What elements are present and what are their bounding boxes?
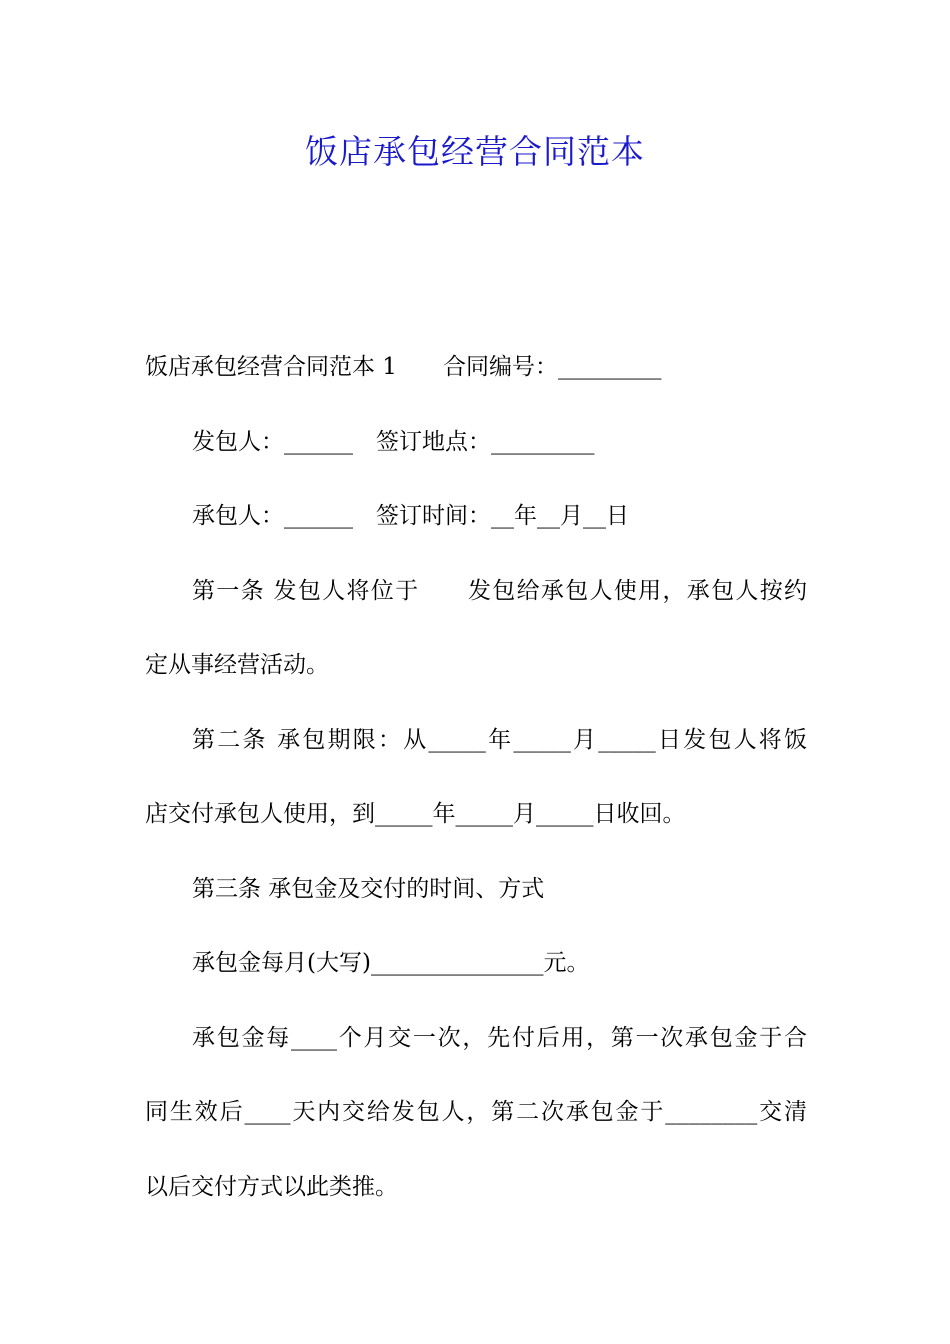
document-body <box>145 330 807 1224</box>
document-title: 饭店承包经营合同范本 <box>305 132 645 171</box>
article-3-monthly-fee: 承包金每月(大写)_______________元。 <box>192 950 590 976</box>
contractee-party-line: 承包人：______ 签订时间：__年__月__日 <box>192 503 629 529</box>
article-2-line-2: 店交付承包人使用，到_____年_____月_____日收回。 <box>145 801 686 827</box>
article-3-payment-line-3: 以后交付方式以此类推。 <box>145 1173 398 1200</box>
article-1-line-1: 第一条 发包人将位于 发包给承包人使用，承包人按约 <box>192 577 807 604</box>
article-3-payment-line-1: 承包金每____个月交一次，先付后用，第一次承包金于合 <box>192 1024 807 1051</box>
article-1-line-2: 定从事经营活动。 <box>145 652 329 678</box>
article-2-line-1: 第二条 承包期限：从_____年_____月_____日发包人将饭 <box>192 726 807 753</box>
contract-header-line: 饭店承包经营合同范本 1 合同编号：_________ <box>145 354 662 380</box>
article-3-payment-line-2: 同生效后____天内交给发包人，第二次承包金于________交清 <box>145 1099 807 1125</box>
article-3-heading: 第三条 承包金及交付的时间、方式 <box>192 875 545 902</box>
contractor-party-line: 发包人：______ 签订地点：_________ <box>192 428 595 455</box>
